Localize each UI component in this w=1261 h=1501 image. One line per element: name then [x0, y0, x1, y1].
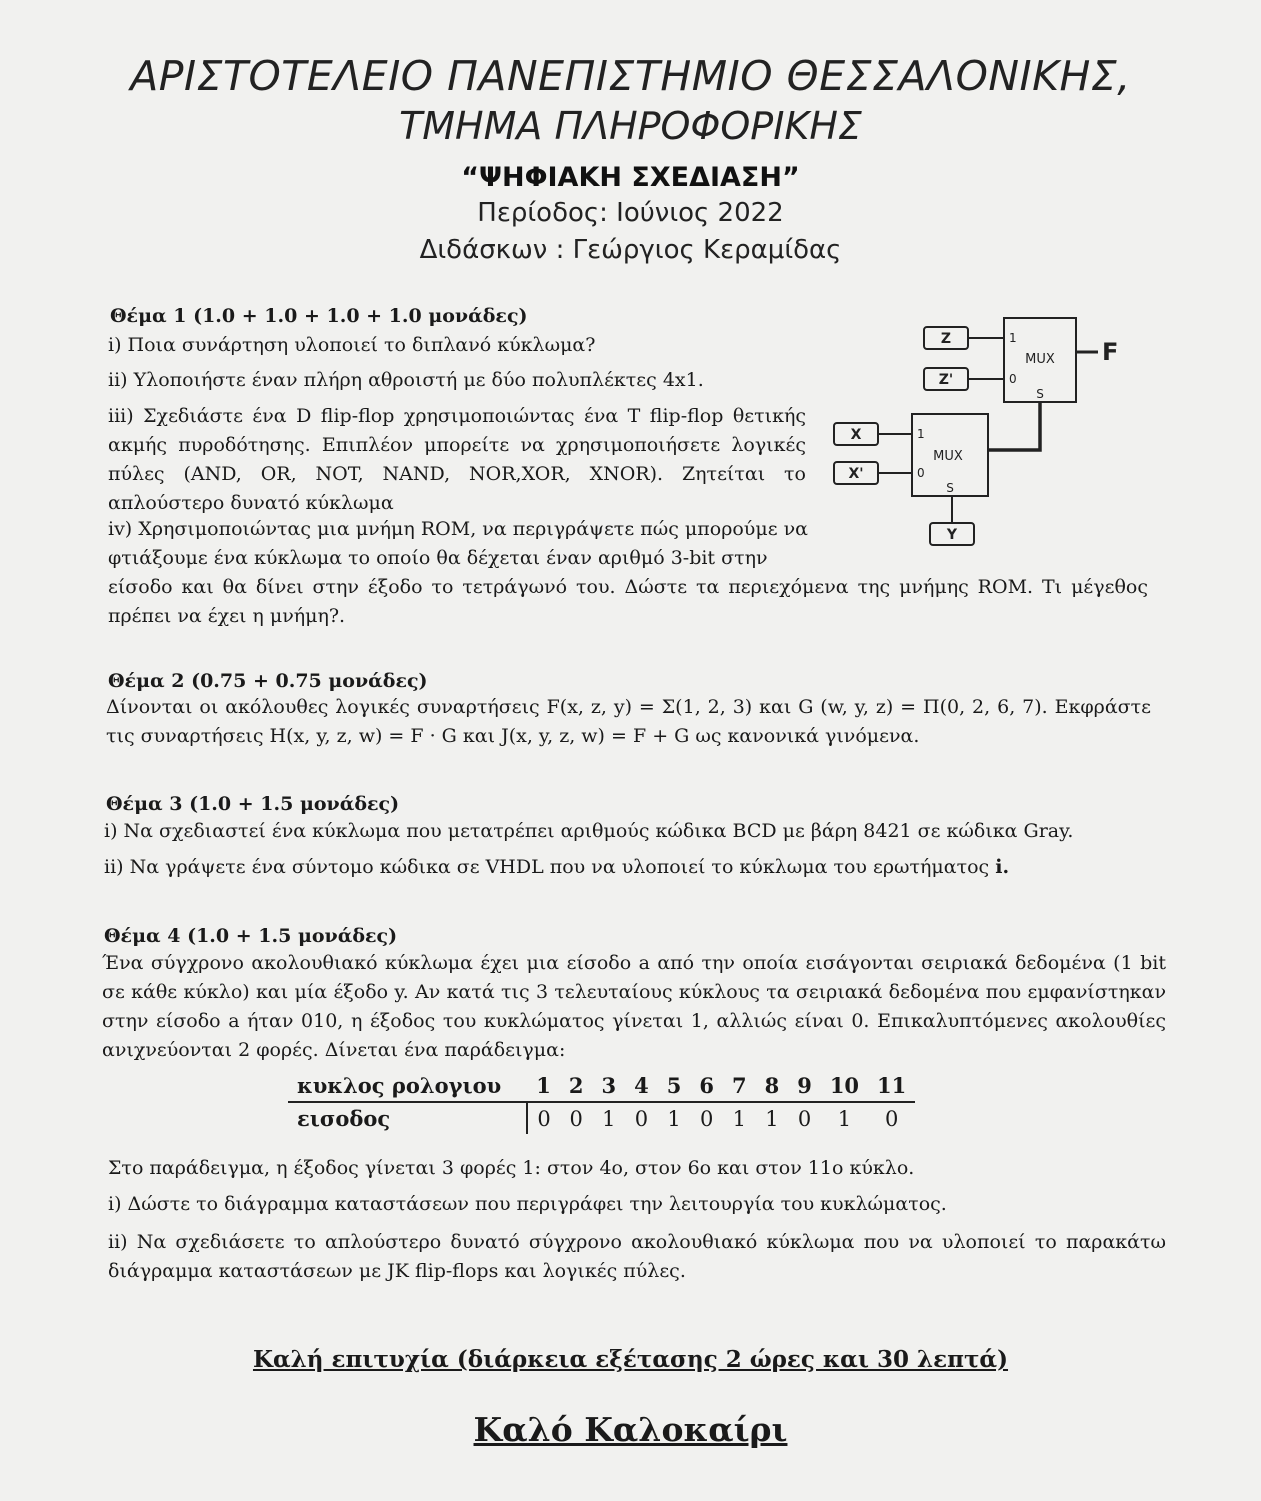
mux-bottom-pin-0: 0	[917, 466, 925, 480]
mux-top-pin-1: 1	[1009, 331, 1017, 345]
question-number: iii)	[108, 405, 134, 427]
topic3-question-ii	[104, 853, 1009, 882]
question-reference: i.	[995, 856, 1010, 878]
topic4-title: Θέμα 4 (1.0 + 1.5 μονάδες)	[104, 925, 398, 947]
question-number: i)	[104, 820, 118, 842]
university-title: ΑΡΙΣΤΟΤΕΛΕΙΟ ΠΑΝΕΠΙΣΤΗΜΙΟ ΘΕΣΣΑΛΟΝΙΚΗΣ,	[130, 52, 1131, 100]
good-luck-note: Καλή επιτυχία (διάρκεια εξέτασης 2 ώρες και 30 λεπτά)	[252, 1346, 1009, 1373]
table-cell: 1	[527, 1070, 560, 1102]
topic2-text: Δίνονται οι ακόλουθες λογικές συναρτήσεις F(x, z, y) = Σ(1, 2, 3) και G (w, y, z) = Π(0, 2, 6, 7). Εκφράστε τις συναρτήσεις H(x, y, z, w) = F · G και J(x, y, z, w) = F + G ως κανονικά γινόμενα.	[106, 696, 1151, 747]
table-row-label: εισοδος	[297, 1106, 391, 1131]
question-number: ii)	[108, 369, 128, 391]
topic4-example-note: Στο παράδειγμα, η έξοδος γίνεται 3 φορές 1: στον 4ο, στον 6ο και στον 11ο κύκλο.	[108, 1157, 915, 1179]
table-row-inputs	[288, 1102, 915, 1134]
question-text: Χρησιμοποιώντας μια μνήμη ROM, να περιγράψετε πώς μπορούμε να φτιάξουμε ένα κύκλωμα το οποίο θα δέχεται έναν αριθμό 3-bit στην	[108, 518, 808, 569]
topic1-question-i	[108, 331, 595, 360]
table-cell: 6	[690, 1070, 723, 1102]
mux-bottom-pin-1: 1	[917, 427, 925, 441]
summer-greeting: Καλό Καλοκαίρι	[473, 1410, 788, 1449]
table-row-label: κυκλος ρολογιου	[288, 1070, 527, 1102]
input-x-label: X	[850, 427, 862, 443]
mux-bottom-label: MUX	[933, 449, 963, 464]
input-xp-label: X'	[848, 466, 864, 482]
course-title: “ΨΗΦΙΑΚΗ ΣΧΕΔΙΑΣΗ”	[461, 162, 800, 193]
table-cell: 1	[837, 1106, 852, 1131]
topic3-question-i	[104, 817, 1073, 846]
question-text: Σχεδιάστε ένα D flip-flop χρησιμοποιώντας ένα T flip-flop θετικής ακμής πυροδότησης. Επιπλέον μπορείτε να χρησιμοποιήσετε λογικές πύλες (AND, OR, NOT, NAND, NOR,XOR, XNOR). Ζητείται το απλούστερο δυνατό κύκλωμα	[108, 405, 806, 514]
question-text: Ποια συνάρτηση υλοποιεί το διπλανό κύκλωμα?	[127, 334, 596, 356]
mux-top-pin-0: 0	[1009, 372, 1017, 386]
table-cell: 0	[699, 1106, 714, 1131]
question-text: Να σχεδιαστεί ένα κύκλωμα που μετατρέπει αριθμούς κώδικα BCD με βάρη 8421 σε κώδικα Gray.	[123, 820, 1074, 842]
question-text: Δώστε το διάγραμμα καταστάσεων που περιγράφει την λειτουργία του κυκλώματος.	[127, 1193, 947, 1215]
question-text: Να σχεδιάσετε το απλούστερο δυνατό σύγχρονο ακολουθιακό κύκλωμα που να υλοποιεί το παρακάτω διάγραμμα καταστάσεων με JK flip-flops και λογικές πύλες.	[108, 1231, 1166, 1282]
table-cell: 0	[884, 1106, 899, 1131]
topic4-text: Ένα σύγχρονο ακολουθιακό κύκλωμα έχει μια είσοδο a από την οποία εισάγονται σειριακά δεδομένα (1 bit σε κάθε κύκλο) και μία έξοδο y. Αν κατά τις 3 τελευταίους κύκλους τα σειριακά δεδομένα που εμφανίστηκαν στην είσοδο a ήταν 010, η έξοδος του κυκλώματος γίνεται 1, αλλιώς είναι 0. Επικαλυπτόμενες ακολουθίες ανιχνεύονται 2 φορές. Δίνεται ένα παράδειγμα:	[102, 952, 1166, 1061]
exam-period: Περίοδος: Ιούνιος 2022	[477, 198, 784, 228]
table-cell: 10	[821, 1070, 868, 1102]
input-zp-label: Z'	[938, 372, 954, 388]
question-number: iv)	[108, 518, 133, 540]
input-z-label: Z	[940, 331, 952, 347]
table-row-cycles	[288, 1070, 915, 1102]
question-text: Να γράψετε ένα σύντομο κώδικα σε VHDL που να υλοποιεί το κύκλωμα του ερωτήματος	[129, 856, 990, 878]
table-cell: 7	[723, 1070, 756, 1102]
instructor: Διδάσκων : Γεώργιος Κεραμίδας	[419, 235, 842, 265]
mux-top-pin-s: S	[1036, 387, 1044, 401]
output-f-label: F	[1102, 338, 1119, 366]
topic1-question-iii	[108, 402, 806, 518]
table-cell: 1	[732, 1106, 746, 1131]
topic1-question-ii	[108, 366, 704, 395]
table-cell: 1	[765, 1106, 779, 1131]
topic4-question-ii	[108, 1228, 1166, 1286]
topic1-question-iv-part1	[108, 515, 808, 573]
table-cell: 8	[756, 1070, 789, 1102]
question-number: ii)	[104, 856, 124, 878]
table-cell: 0	[569, 1106, 583, 1131]
question-number: i)	[108, 334, 122, 356]
question-number: i)	[108, 1193, 122, 1215]
table-cell: 0	[527, 1102, 560, 1134]
question-text: Υλοποιήστε έναν πλήρη αθροιστή με δύο πολυπλέκτες 4x1.	[133, 369, 704, 391]
topic3-title: Θέμα 3 (1.0 + 1.5 μονάδες)	[106, 793, 400, 815]
topic1-title: Θέμα 1 (1.0 + 1.0 + 1.0 + 1.0 μονάδες)	[110, 305, 528, 327]
table-cell: 3	[592, 1070, 625, 1102]
table-cell: 0	[634, 1106, 649, 1131]
table-cell: 11	[868, 1070, 915, 1102]
mux-bottom-pin-s: S	[946, 481, 954, 495]
topic4-question-i	[108, 1190, 947, 1219]
mux-top-label: MUX	[1025, 352, 1055, 367]
department-title: ΤΜΗΜΑ ΠΛΗΡΟΦΟΡΙΚΗΣ	[399, 104, 862, 148]
table-cell: 1	[602, 1106, 616, 1131]
question-number: ii)	[108, 1231, 128, 1253]
mux-circuit-diagram	[832, 312, 1152, 552]
table-cell: 5	[658, 1070, 691, 1102]
topic2-title: Θέμα 2 (0.75 + 0.75 μονάδες)	[108, 670, 428, 692]
example-cycle-table	[288, 1070, 915, 1134]
input-y-label: Y	[946, 527, 958, 543]
table-cell: 0	[797, 1106, 812, 1131]
table-cell: 4	[625, 1070, 658, 1102]
topic1-question-iv-part2: είσοδο και θα δίνει στην έξοδο το τετράγωνό του. Δώστε τα περιεχόμενα της μνήμης ROM. Τι μέγεθος πρέπει να έχει η μνήμη?.	[108, 576, 1148, 627]
table-cell: 1	[667, 1106, 681, 1131]
table-cell: 2	[560, 1070, 593, 1102]
table-cell: 9	[788, 1070, 821, 1102]
